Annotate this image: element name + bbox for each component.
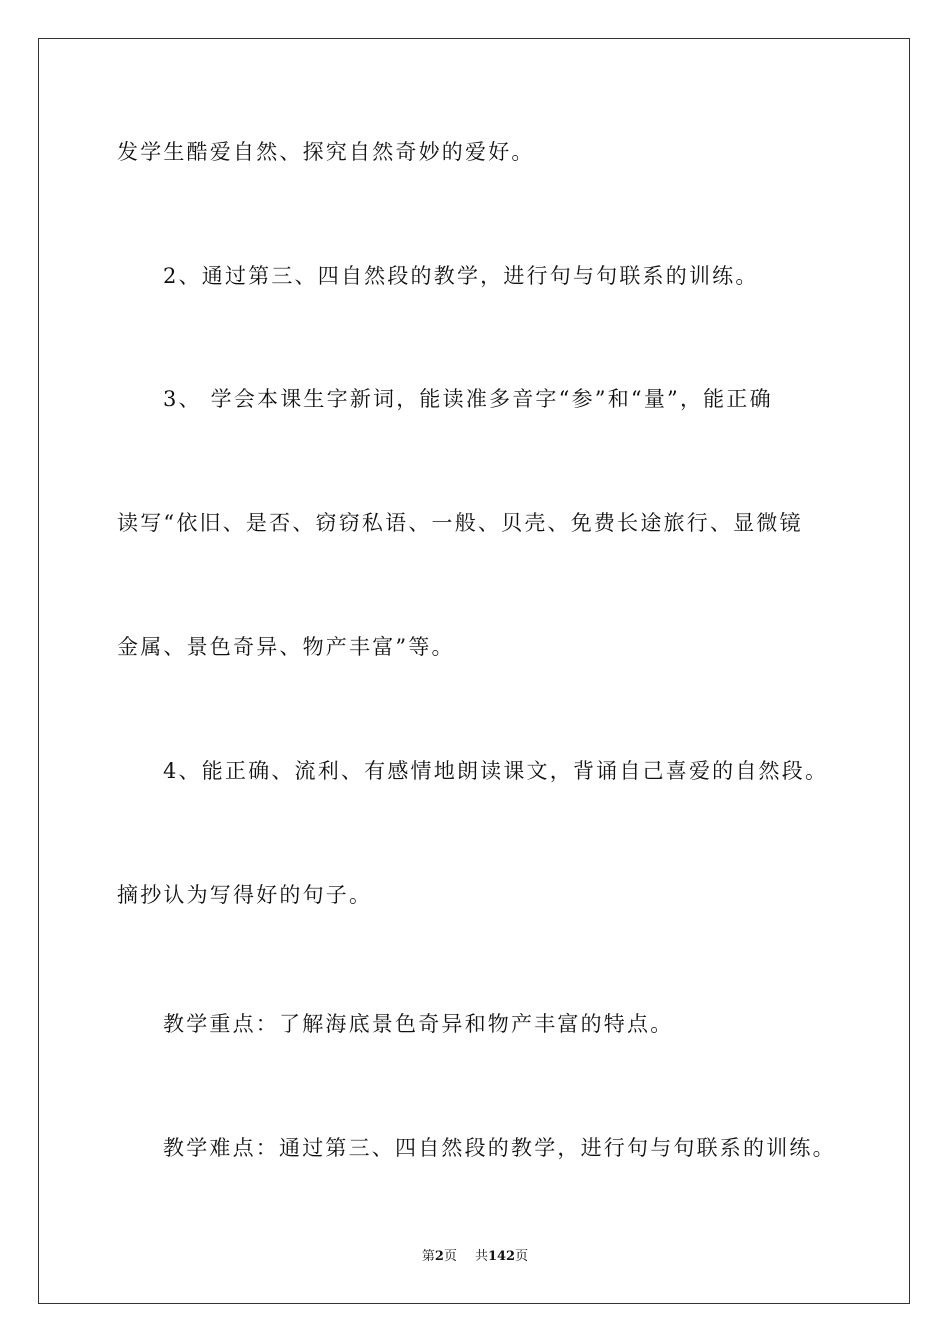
- body-line-9: 教学难点：通过第三、四自然段的教学，进行句与句联系的训练。: [163, 1136, 836, 1160]
- footer-page-suffix: 页: [443, 1249, 457, 1264]
- page-frame: [38, 38, 910, 1304]
- body-line-2: 2、通过第三、四自然段的教学，进行句与句联系的训练。: [163, 264, 759, 288]
- footer-total-pages: 142: [487, 1249, 516, 1264]
- page-footer: [0, 1248, 950, 1266]
- footer-page-prefix: 第: [421, 1249, 435, 1264]
- footer-page-number: 2: [434, 1249, 444, 1264]
- body-line-6: 4、能正确、流利、有感情地朗读课文，背诵自己喜爱的自然段。: [163, 759, 829, 783]
- footer-total-suffix: 页: [515, 1249, 529, 1264]
- body-line-3: 3、 学会本课生字新词，能读准多音字“参”和“量”，能正确: [163, 387, 773, 411]
- body-line-4: 读写“依旧、是否、窃窃私语、一般、贝壳、免费长途旅行、显微镜: [117, 511, 803, 535]
- body-line-8: 教学重点：了解海底景色奇异和物产丰富的特点。: [163, 1012, 674, 1036]
- body-line-5: 金属、景色奇异、物产丰富”等。: [117, 635, 455, 659]
- body-line-1: 发学生酷爱自然、探究自然奇妙的爱好。: [117, 140, 535, 164]
- footer-total-prefix: 共: [474, 1249, 488, 1264]
- body-line-7: 摘抄认为写得好的句子。: [117, 883, 373, 907]
